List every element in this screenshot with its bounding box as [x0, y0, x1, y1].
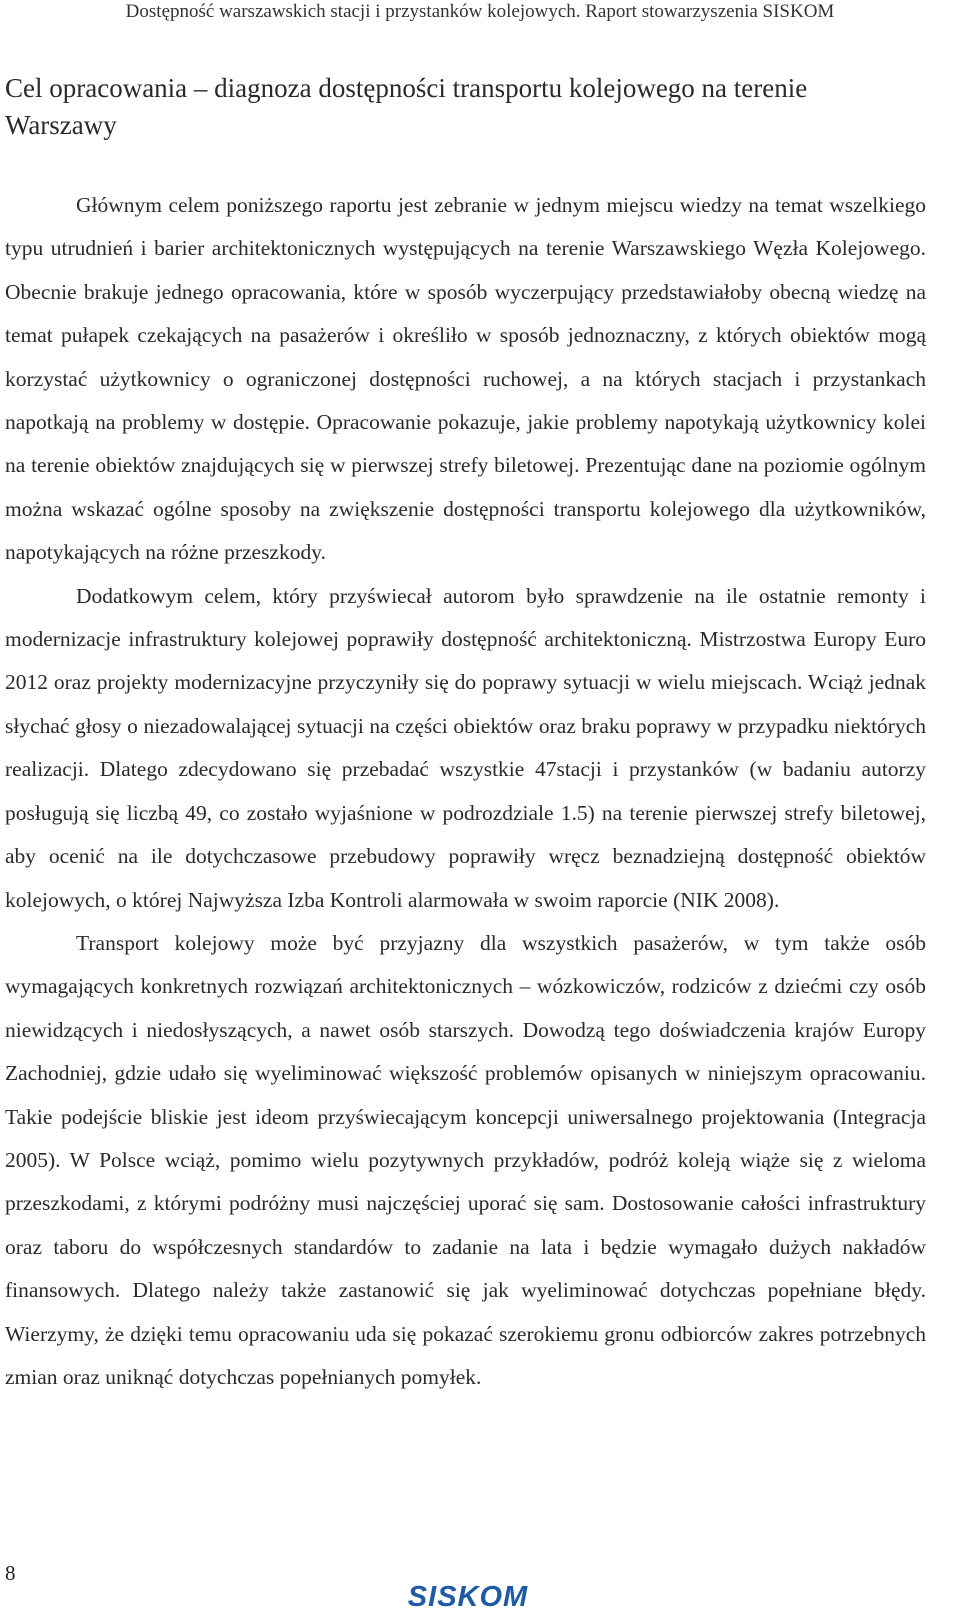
section-title: Cel opracowania – diagnoza dostępności transportu kolejowego na terenie Warszawy: [5, 73, 808, 140]
paragraph-2: Dodatkowym celem, który przyświecał autorom było sprawdzenie na ile ostatnie remonty i modernizacje infrastruktury kolejowej poprawiły dostępność architektoniczną. Mistrzostwa Europy Euro 2012 oraz projekty modernizacyjne przyczyniły się do poprawy sytuacji w wielu miejscach. Wciąż jednak słychać głosy o niezadowalającej sytuacji na części obiektów oraz braku poprawy w przypadku niektórych realizacji. Dlatego zdecydowano się przebadać wszystkie 47stacji i przystanków (w badaniu autorzy posługują się liczbą 49, co zostało wyjaśnione w podrozdziale 1.5) na terenie pierwszej strefy biletowej, aby ocenić na ile dotychczasowe przebudowy poprawiły wręcz beznadziejną dostępność obiektów kolejowych, o której Najwyższa Izba Kontroli alarmowała w swoim raporcie (NIK 2008).: [5, 583, 926, 912]
page-number: 8: [5, 1561, 16, 1585]
paragraph-3: Transport kolejowy może być przyjazny dla wszystkich pasażerów, w tym także osób wymagających konkretnych rozwiązań architektonicznych – wózkowiczów, rodziców z dziećmi czy osób niewidzących i niedosłyszących, a nawet osób starszych. Dowodzą tego doświadczenia krajów Europy Zachodniej, gdzie udało się wyeliminować większość problemów opisanych w niniejszym opracowaniu. Takie podejście bliskie jest ideom przyświecającym koncepcji uniwersalnego projektowania (Integracja 2005). W Polsce wciąż, pomimo wielu pozytywnych przykładów, podróż koleją wiąże się z wieloma przeszkodami, z którymi podróżny musi najczęściej uporać się sam. Dostosowanie całości infrastruktury oraz taboru do współczesnych standardów to zadanie na lata i będzie wymagało dużych nakładów finansowych. Dlatego należy także zastanowić się jak wyeliminować dotychczas popełniane błędy. Wierzymy, że dzięki temu opracowaniu uda się pokazać szerokiemu gronu odbiorców zakres potrzebnych zmian oraz uniknąć dotychczas popełnianych pomyłek.: [5, 930, 926, 1389]
siskom-logo-text: SISKOM: [407, 1581, 529, 1612]
paragraph-1: Głównym celem poniższego raportu jest zebranie w jednym miejscu wiedzy na temat wszelkiego typu utrudnień i barier architektonicznych występujących na terenie Warszawskiego Węzła Kolejowego. Obecnie brakuje jednego opracowania, które w sposób wyczerpujący przedstawiałoby obecną wiedzę na temat pułapek czekających na pasażerów i określiło w sposób jednoznaczny, z których obiektów mogą korzystać użytkownicy o ograniczonej dostępności ruchowej, a na których stacjach i przystankach napotkają na problemy w dostępie. Opracowanie pokazuje, jakie problemy napotykają użytkownicy kolei na terenie obiektów znajdujących się w pierwszej strefy biletowej. Prezentując dane na poziomie ogólnym można wskazać ogólne sposoby na zwiększenie dostępności transportu kolejowego dla użytkowników, napotykających na różne przeszkody.: [5, 193, 926, 565]
running-header: Dostępność warszawskich stacji i przystanków kolejowych. Raport stowarzyszenia SISKOM: [125, 1, 835, 22]
body-text: [5, 184, 926, 1399]
siskom-logo: [388, 1580, 548, 1612]
